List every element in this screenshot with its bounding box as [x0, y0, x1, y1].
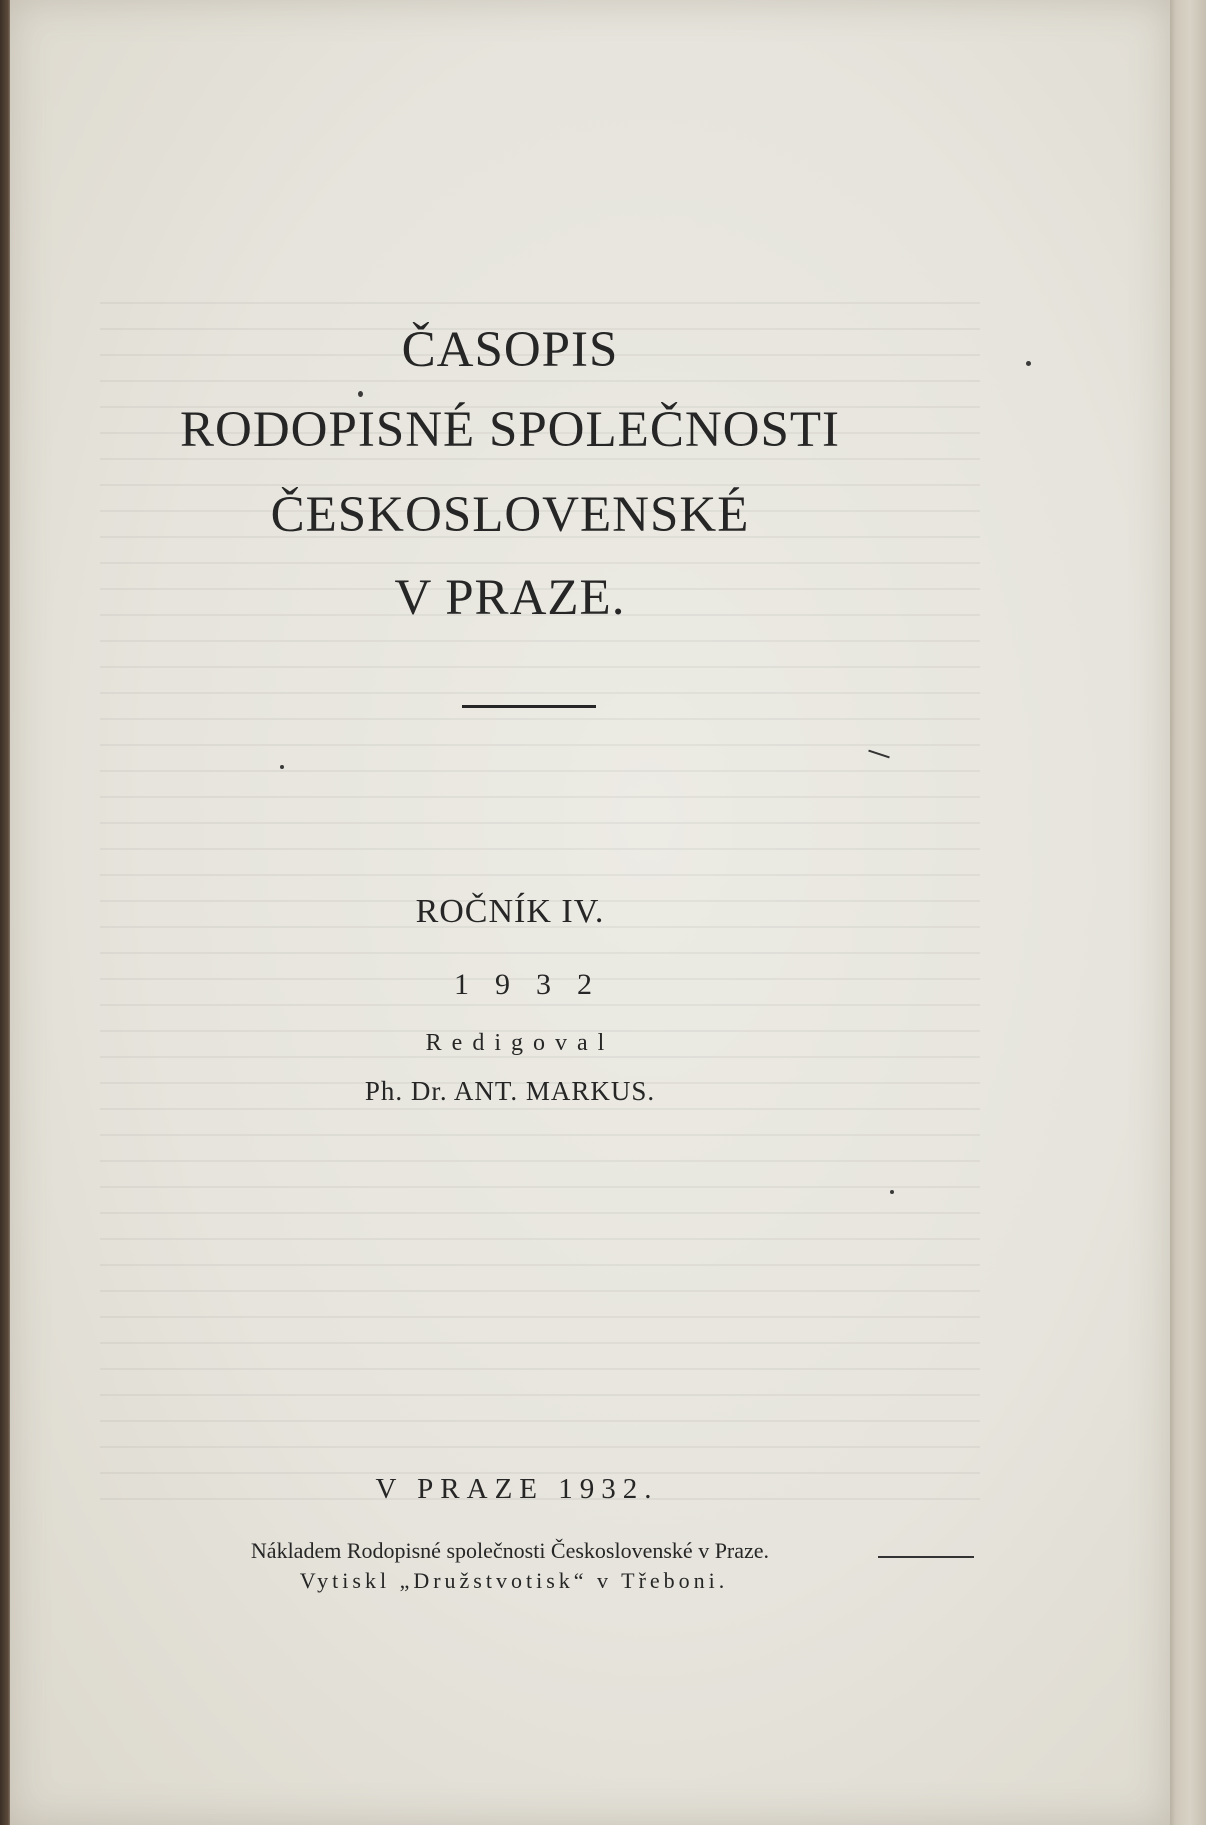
next-page-edge — [1170, 0, 1206, 1825]
volume-label: ROČNÍK IV. — [415, 893, 605, 930]
speck — [280, 765, 284, 769]
title-line-1: ČASOPIS — [401, 322, 619, 378]
speck — [890, 1190, 894, 1194]
speck — [358, 391, 363, 397]
title-divider-rule — [462, 705, 596, 708]
publisher-line: Nákladem Rodopisné společnosti Československé v Praze. — [250, 1538, 770, 1563]
printer-line: Vytiskl „Družstvotisk“ v Třeboni. — [299, 1568, 729, 1593]
speck — [1026, 361, 1031, 366]
title-line-4: V PRAZE. — [394, 570, 626, 626]
volume-year: 1932 — [454, 968, 618, 1001]
edited-by-label: Redigoval — [425, 1030, 615, 1056]
stray-ink-mark — [878, 1556, 974, 1558]
editor-name: Ph. Dr. ANT. MARKUS. — [364, 1076, 656, 1106]
title-line-3: ČESKOSLOVENSKÉ — [270, 487, 750, 543]
title-line-2: RODOPISNÉ SPOLEČNOSTI — [180, 402, 840, 458]
imprint-place-year: V PRAZE 1932. — [375, 1473, 659, 1505]
